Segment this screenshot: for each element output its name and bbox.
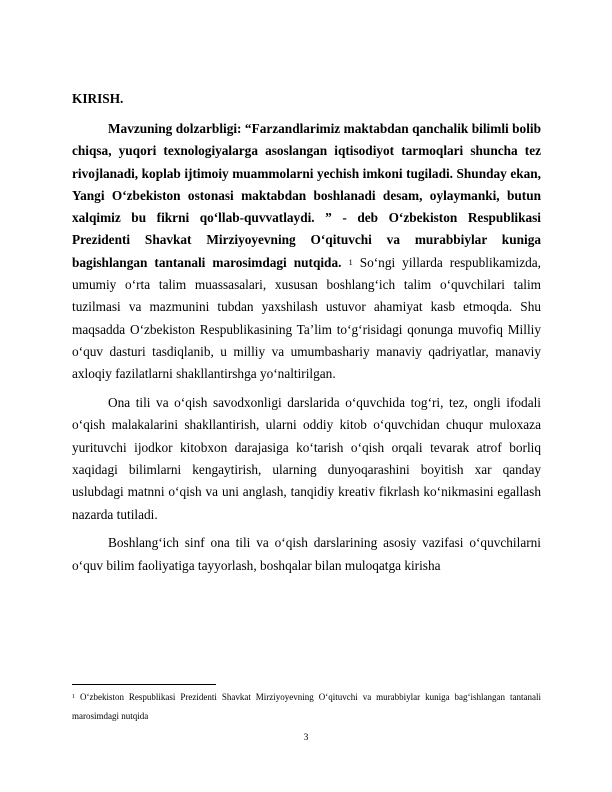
footnote-marker: 1 [72, 694, 75, 700]
paragraph-3: Boshlang‘ich sinf ona tili va o‘qish darslarining asosiy vazifasi o‘quvchilarni o‘quv bilim faoliyatiga tayyorlash, boshqalar bilan muloqatga kirisha [72, 535, 541, 573]
paragraph-1 [72, 118, 541, 386]
footnote-separator [72, 684, 216, 685]
footnote [72, 688, 541, 726]
bold-quote: Mavzuning dolzarbligi: “Farzandlarimiz maktabdan qanchalik bilimli bolib chiqsa, yuqori texnologiyalarga asoslangan iqtisodiyot tarmoqlari shuncha tez rivojlanadi, koplab ijtimoiy muammolarni yechish imkoni tugiladi. Shunday ekan, Yangi O‘zbekiston ostonasi maktabdan boshlanadi desam, oylaymanki, butun xalqimiz bu fikrni qo‘llab-quvvatlaydi. ” - deb O‘zbekiston Respublikasi Prezidenti Shavkat Mirziyoyevning O‘qituvchi va murabbiylar kuniga bagishlangan tantanali marosimdagi nutqida. [72, 121, 541, 270]
page-number: 3 [303, 733, 309, 743]
body-text [72, 118, 541, 583]
footnote-reference[interactable]: 1 [348, 256, 353, 267]
paragraph-2: Ona tili va o‘qish savodxonligi darslarida o‘quvchida tog‘ri, tez, ongli ifodali o‘qish malakalarini shakllantirish, ularni oddiy kitob o‘quvchidan chuqur muloxaza yurituvchi ijodkor kitobxon darajasiga ko‘tarish o‘qish orqali tevarak atrof borliq xaqidagi bilimlarni kengaytirish, ularning dunyoqarashini boyitish xar qanday uslubdagi matnni o‘qish va uni anglash, tanqidiy kreativ fikrlash ko‘nikmasini egallash nazarda tutiladi. [72, 395, 541, 522]
section-heading: KIRISH. [72, 91, 124, 106]
paragraph-1-text: So‘ngi yillarda respublikamizda, umumiy o‘rta talim muassasalari, xususan boshlang‘ich talim o‘quvchilari talim tuzilmasi va mazmunini tubdan yaxshilash ustuvor ahamiyat kasb etmoqda. Shu maqsadda O‘zbekiston Respublikasining Ta’lim to‘g‘risidagi qonunga muvofiq Milliy o‘quv dasturi tasdiqlanib, u milliy va umumbashariy manaviy qadriyatlar, manaviy axloqiy fazilatlarni shakllantirshga yo‘naltirilgan. [72, 254, 542, 382]
footnote-text: O‘zbekiston Respublikasi Prezidenti Shavkat Mirziyoyevning O‘qituvchi va murabbiylar kuniga bag‘ishlangan tantanali marosimdagi nutqida [72, 692, 541, 721]
